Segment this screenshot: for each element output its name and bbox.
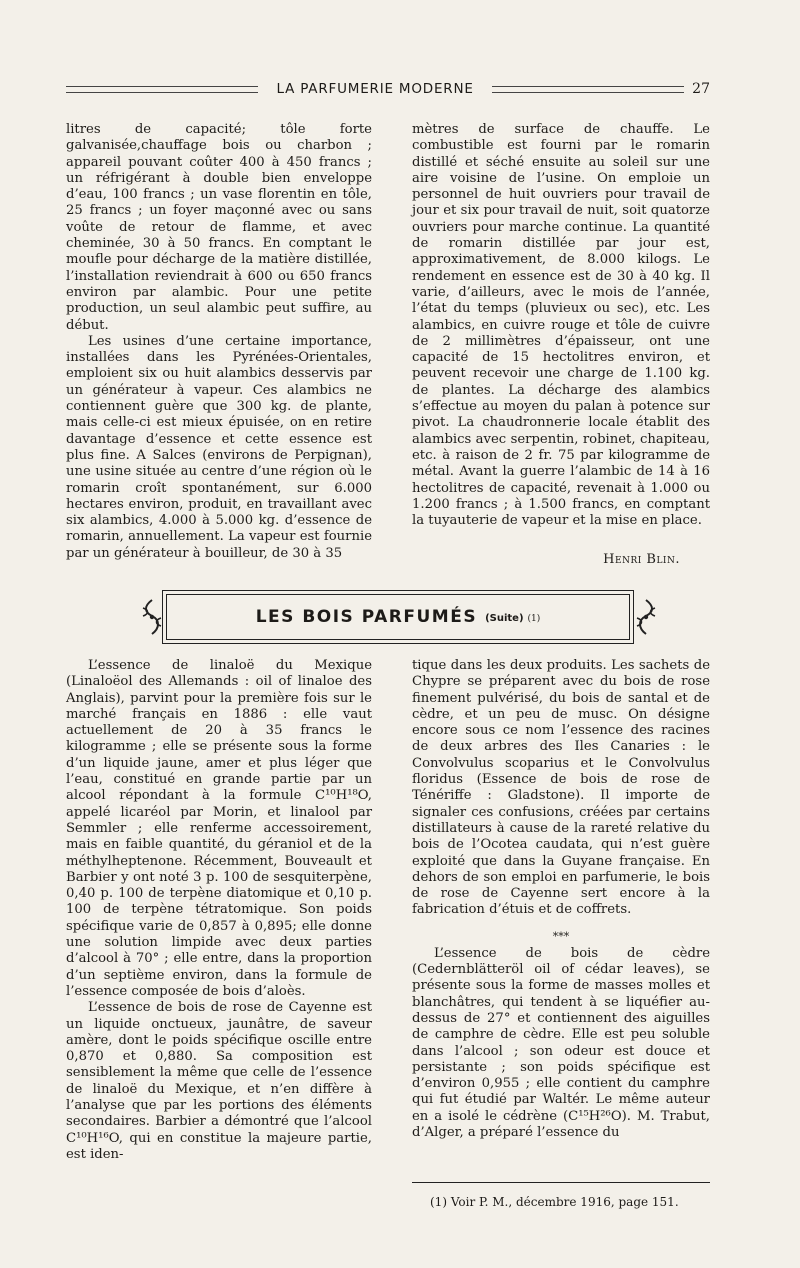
footnote <box>412 1182 710 1210</box>
section-asterism: *** <box>552 929 570 943</box>
footnote-rule <box>412 1182 710 1183</box>
floral-ornament-icon <box>140 598 164 636</box>
paragraph: mètres de surface de chauffe. Le combustible est fourni par le romarin distillé et séché ensuite au soleil sur une aire voisine de l’usine. On emploie un personnel de huit ouvriers pour travail de jour et six pour travail de nuit, soit quatorze ouvriers pour marche continue. La quantité de romarin distillée par jour est, approximativement, de 8.000 kilogs. Le rendement en essence est de 30 à 40 kg. Il varie, d’ailleurs, avec le mois de l’année, l’état du temps (pluvieux ou sec), etc. Les alambics, en cuivre rouge et tôle de cuivre de 2 millimètres d’épaisseur, ont une capacité de 15 hectolitres environ, et peuvent recevoir une charge de 1.100 kg. de plantes. La décharge des alambics s’effectue au moyen du palan à potence sur pivot. La chaudronnerie locale établit des alambics avec serpentin, robinet, chapiteau, etc. à raison de 2 fr. 75 par kilogramme de métal. Avant la guerre l’alambic de 14 à 16 hectolitres de capacité, revenait à 1.000 ou 1.200 francs ; à 1.500 francs, en comptant la tuyauterie de vapeur et la mise en place. <box>412 122 710 529</box>
footnote-marker: (1) <box>527 613 541 624</box>
paragraph: L’essence de linaloë du Mexique (Linaloëol des Allemands : oil of linaloe des Anglais), parvint pour la première fois sur le marché français en 1886 : elle vaut actuellement de 20 à 35 francs le kilogramme ; elle se présente sous la forme d’un liquide jaune, amer et plus léger que l’eau, constitué en grande partie par un alcool répondant à la formule C¹⁰H¹⁸O, appelé licaréol par Morin, et linalool par Semmler ; elle renferme accessoirement, mais en faible quantité, du géraniol et de la méthylheptenone. Récemment, Bouveault et Barbier y ont noté 3 p. 100 de sesquiterpène, 0,40 p. 100 de terpène diatomique et 0,10 p. 100 de terpène tétratomique. Son poids spécifique varie de 0,857 à 0,895; elle donne une solution limpide avec deux parties d’alcool à 70° ; elle entre, dans la proportion d’un septième environ, dans la formule de l’essence composée de bois d’aloès. <box>66 658 372 999</box>
article-title: LES BOIS PARFUMÉS <box>255 607 478 627</box>
paragraph: litres de capacité; tôle forte galvanisée,chauffage bois ou charbon ; appareil pouvant coûter 400 à 450 francs ; un réfrigérant à double bien enveloppe d’eau, 100 francs ; un vase florentin en tôle, 25 francs ; un foyer maçonné avec ou sans voûte de retour de flamme, et avec cheminée, 30 à 50 francs. En comptant le moufle pour décharge de la matière distillée, l’installation reviendrait à 600 ou 650 francs environ par alambic. Pour une petite production, un seul alambic peut suffire, au début. <box>66 122 372 333</box>
paragraph: tique dans les deux produits. Les sachets de Chypre se préparent avec du bois de rose finement pulvérisé, du bois de santal et de cèdre, et un peu de musc. On désigne encore sous ce nom l’essence des racines de deux arbres des Iles Canaries : le Convolvulus scoparius et le Convolvulus floridus (Essence de bois de rose de Ténériffe : Gladstone). Il importe de signaler ces confusions, créées par certains distillateurs à cause de la rareté relative du bois de l’Ocotea caudata, qui n’est guère exploité que dans la Guyane française. En dehors de son emploi en parfumerie, le bois de rose de Cayenne sert encore à la fabrication d’étuis et de coffrets. <box>412 658 710 918</box>
footnote-text: (1) Voir P. M., décembre 1916, page 151. <box>430 1195 679 1209</box>
paragraph: L’essence de bois de rose de Cayenne est un liquide onctueux, jaunâtre, de saveur amère, dont le poids spécifique oscille entre 0,870 et 0,880. Sa composition est sensiblement la même que celle de l’essence de linaloë du Mexique, et n’en diffère à l’analyse que par les portions des éléments secondaires. Barbier a démontré que l’alcool C¹⁰H¹⁶O, qui en constitue la majeure partie, est iden- <box>66 1000 372 1162</box>
column-bottom-left <box>66 658 372 1163</box>
header-rule-left <box>66 86 258 93</box>
page-number: 27 <box>692 81 710 97</box>
title-frame <box>166 594 630 640</box>
title-suite: (Suite) <box>485 613 524 624</box>
column-top-right <box>412 122 710 529</box>
article-title-banner <box>140 592 658 642</box>
author-signature: Henri Blin. <box>603 552 680 567</box>
column-bottom-right <box>412 658 710 1141</box>
floral-ornament-icon <box>634 598 658 636</box>
paragraph: L’essence de bois de cèdre (Cedernblätteröl oil of cédar leaves), se présente sous la forme de masses molles et blanchâtres, qui tendent à se liquéfier au-dessus de 27° et contiennent des aiguilles de camphre de cèdre. Elle est peu soluble dans l’alcool ; son odeur est douce et persistante ; son poids spécifique est d’environ 0,955 ; elle contient du camphre qui fut étudié par Waltér. Le même auteur en a isolé le cédrène (C¹⁵H²⁶O). M. Trabut, d’Alger, a préparé l’essence du <box>412 945 710 1141</box>
running-header <box>66 78 710 100</box>
journal-title: LA PARFUMERIE MODERNE <box>276 81 474 97</box>
column-top-left <box>66 122 372 562</box>
paragraph: Les usines d’une certaine importance, installées dans les Pyrénées-Orientales, emploient six ou huit alambics desservis par un générateur à vapeur. Ces alambics ne contiennent guère que 300 kg. de plante, mais celle-ci est mieux épuisée, on en retire davantage d’essence et cette essence est plus fine. A Salces (environs de Perpignan), une usine située au centre d’une région où le romarin croît spontanément, sur 6.000 hectares environ, produit, en travaillant avec six alambics, 4.000 à 5.000 kg. d’essence de romarin, annuellement. La vapeur est fournie par un générateur à bouilleur, de 30 à 35 <box>66 333 372 561</box>
header-rule-right <box>492 86 684 93</box>
